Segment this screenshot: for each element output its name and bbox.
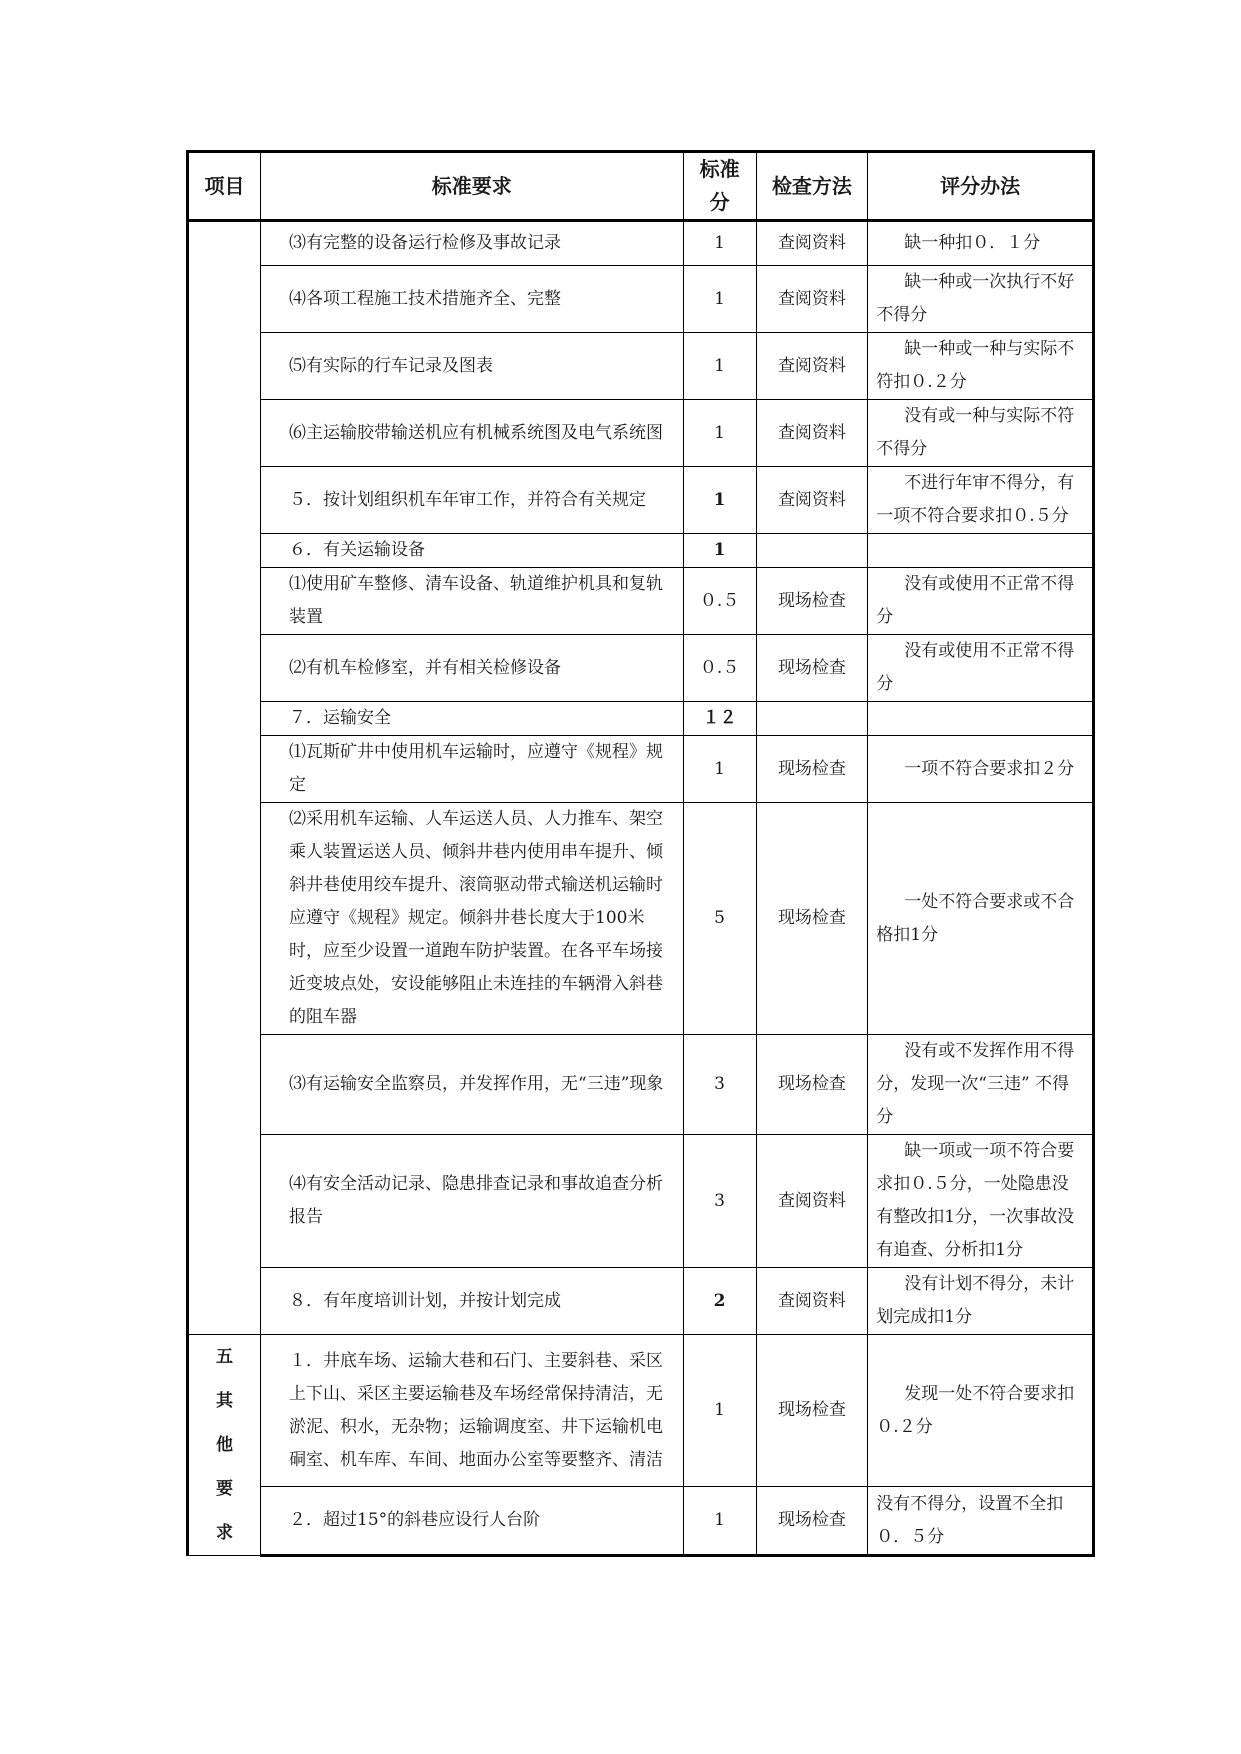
header-check-method: 检查方法: [756, 152, 868, 221]
requirement-cell: ⑸有实际的行车记录及图表: [261, 333, 684, 400]
rule-cell: 发现一处不符合要求扣０.２分: [868, 1335, 1094, 1487]
rule-cell: 缺一种或一种与实际不符扣０.２分: [868, 333, 1094, 400]
header-scoring-method: 评分办法: [868, 152, 1094, 221]
table-row: [188, 1135, 1094, 1268]
score-cell: 1: [683, 467, 756, 534]
requirement-cell: ５．按计划组织机车年审工作，并符合有关规定: [261, 467, 684, 534]
score-cell: 1: [683, 400, 756, 467]
scoring-table: [186, 150, 1095, 1557]
table-row: [188, 1268, 1094, 1335]
method-cell: 现场检查: [756, 803, 868, 1035]
section-label-other-requirements: [188, 1335, 261, 1556]
requirement-cell: ⑷有安全活动记录、隐患排查记录和事故追查分析报告: [261, 1135, 684, 1268]
table-row: [188, 221, 1094, 266]
requirement-cell: ⑵有机车检修室，并有相关检修设备: [261, 635, 684, 702]
requirement-cell: ⑶有运输安全监察员，并发挥作用，无“三违”现象: [261, 1035, 684, 1135]
table-row: [188, 803, 1094, 1035]
method-cell: 查阅资料: [756, 333, 868, 400]
section-label-char: 五: [216, 1347, 233, 1367]
rule-cell: 不进行年审不得分，有一项不符合要求扣０.５分: [868, 467, 1094, 534]
table-row: [188, 534, 1094, 568]
table-row: [188, 266, 1094, 333]
method-cell: 查阅资料: [756, 221, 868, 266]
method-cell: 现场检查: [756, 736, 868, 803]
score-cell: 3: [683, 1135, 756, 1268]
requirement-cell: ⑴使用矿车整修、清车设备、轨道维护机具和复轨装置: [261, 568, 684, 635]
section-cell-continued: [188, 221, 261, 1335]
rule-cell: 没有计划不得分，未计划完成扣1分: [868, 1268, 1094, 1335]
method-cell: [756, 534, 868, 568]
rule-cell: 没有或使用不正常不得分: [868, 568, 1094, 635]
score-cell: 2: [683, 1268, 756, 1335]
score-cell: 1: [683, 266, 756, 333]
requirement-cell: ⑹主运输胶带输送机应有机械系统图及电气系统图: [261, 400, 684, 467]
table-row: [188, 736, 1094, 803]
table-row: [188, 1335, 1094, 1487]
table-row: [188, 702, 1094, 736]
rule-cell: 缺一项或一项不符合要求扣０.５分，一处隐患没有整改扣1分，一次事故没有追查、分析扣1分: [868, 1135, 1094, 1268]
score-cell: 1: [683, 534, 756, 568]
method-cell: 现场检查: [756, 1035, 868, 1135]
method-cell: [756, 702, 868, 736]
requirement-cell: ⑷各项工程施工技术措施齐全、完整: [261, 266, 684, 333]
method-cell: 现场检查: [756, 568, 868, 635]
table-row: [188, 1035, 1094, 1135]
rule-cell: 一项不符合要求扣２分: [868, 736, 1094, 803]
section-label-char: 他: [216, 1435, 233, 1455]
rule-cell: 没有或不发挥作用不得分，发现一次“三违” 不得分: [868, 1035, 1094, 1135]
method-cell: 查阅资料: [756, 1135, 868, 1268]
requirement-cell: ⑵采用机车运输、人车运送人员、人力推车、架空乘人装置运送人员、倾斜井巷内使用串车提升、倾斜井巷使用绞车提升、滚筒驱动带式输送机运输时应遵守《规程》规定。倾斜井巷长度大于100米时，应至少设置一道跑车防护装置。在各平车场接近变坡点处，安设能够阻止未连挂的车辆滑入斜巷的阻车器: [261, 803, 684, 1035]
method-cell: 现场检查: [756, 635, 868, 702]
section-label-char: 其: [216, 1391, 233, 1411]
requirement-cell: １．井底车场、运输大巷和石门、主要斜巷、采区上下山、采区主要运输巷及车场经常保持清洁，无淤泥、积水，无杂物；运输调度室、井下运输机电硐室、机车库、车间、地面办公室等要整齐、清洁: [261, 1335, 684, 1487]
score-cell: 5: [683, 803, 756, 1035]
requirement-cell: ６．有关运输设备: [261, 534, 684, 568]
rule-cell: 缺一种或一次执行不好不得分: [868, 266, 1094, 333]
table-header-row: [188, 152, 1094, 221]
table-row: [188, 568, 1094, 635]
score-cell: 1: [683, 1487, 756, 1556]
score-cell: 1: [683, 221, 756, 266]
method-cell: 现场检查: [756, 1335, 868, 1487]
rule-cell: [868, 702, 1094, 736]
rule-cell: [868, 534, 1094, 568]
section-label-char: 要: [216, 1479, 233, 1499]
header-standard-requirement: 标准要求: [261, 152, 684, 221]
score-cell: ０.５: [683, 568, 756, 635]
table-row: [188, 467, 1094, 534]
requirement-cell: ⑶有完整的设备运行检修及事故记录: [261, 221, 684, 266]
requirement-cell: ２．超过15°的斜巷应设行人台阶: [261, 1487, 684, 1556]
method-cell: 查阅资料: [756, 400, 868, 467]
score-cell: １２: [683, 702, 756, 736]
score-cell: 3: [683, 1035, 756, 1135]
score-cell: 1: [683, 333, 756, 400]
table-row: [188, 1487, 1094, 1556]
rule-cell: 没有或使用不正常不得分: [868, 635, 1094, 702]
rule-cell: 没有不得分，设置不全扣０．５分: [868, 1487, 1094, 1556]
header-standard-score: 标准分: [683, 152, 756, 221]
score-cell: ０.５: [683, 635, 756, 702]
table-row: [188, 635, 1094, 702]
rule-cell: 没有或一种与实际不符不得分: [868, 400, 1094, 467]
score-cell: 1: [683, 1335, 756, 1487]
header-item: 项目: [188, 152, 261, 221]
section-label-char: 求: [216, 1523, 233, 1543]
method-cell: 查阅资料: [756, 467, 868, 534]
method-cell: 现场检查: [756, 1487, 868, 1556]
table-row: [188, 400, 1094, 467]
method-cell: 查阅资料: [756, 266, 868, 333]
requirement-cell: ８．有年度培训计划，并按计划完成: [261, 1268, 684, 1335]
method-cell: 查阅资料: [756, 1268, 868, 1335]
score-cell: 1: [683, 736, 756, 803]
table-row: [188, 333, 1094, 400]
rule-cell: 一处不符合要求或不合格扣1分: [868, 803, 1094, 1035]
section-label-text: [216, 1335, 233, 1555]
rule-cell: 缺一种扣０．１分: [868, 221, 1094, 266]
requirement-cell: ⑴瓦斯矿井中使用机车运输时，应遵守《规程》规定: [261, 736, 684, 803]
requirement-cell: ７．运输安全: [261, 702, 684, 736]
